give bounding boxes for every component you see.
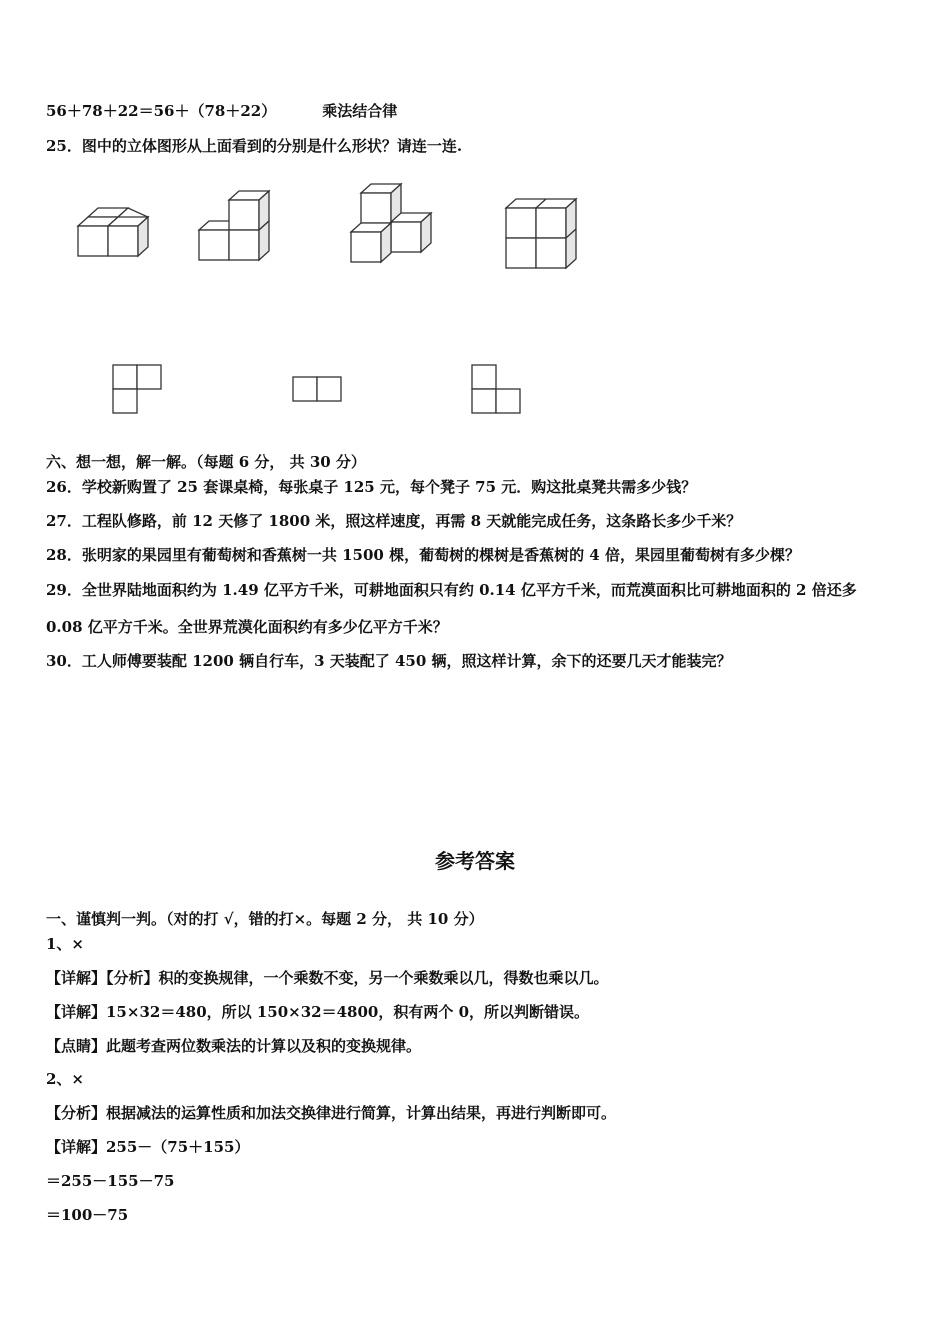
- answer-1-detail-1: 【详解】【分析】积的变换规律，一个乘数不变，另一个乘数乘以几，得数也乘以几。: [46, 969, 609, 987]
- question-29-line-2: 0.08 亿平方千米。全世界荒漠化面积约有多少亿平方千米？: [46, 618, 448, 636]
- question-30: 30．工人师傅要装配 1200 辆自行车，3 天装配了 450 辆，照这样计算，余下的还要几天才能装完？: [46, 652, 732, 670]
- question-28: 28．张明家的果园里有葡萄树和香蕉树一共 1500 棵，葡萄树的棵树是香蕉树的 4 倍，果园里葡萄树有多少棵？: [46, 546, 800, 564]
- equation-text: 56＋78＋22＝56＋（78＋22）: [46, 102, 277, 120]
- answer-2-detail: 【详解】255－（75＋155）: [46, 1138, 250, 1156]
- answer-2-analysis: 【分析】根据减法的运算性质和加法交换律进行简算，计算出结果，再进行判断即可。: [46, 1104, 617, 1122]
- answer-section-1-heading: 一、谨慎判一判。（对的打 √，错的打×。每题 2 分， 共 10 分）: [46, 910, 484, 928]
- answer-2: 2、×: [46, 1070, 85, 1088]
- top-view-option-2[interactable]: [293, 377, 341, 401]
- solid-figure-1: [78, 208, 148, 256]
- top-view-option-1[interactable]: [113, 365, 161, 413]
- question-29-line-1: 29．全世界陆地面积约为 1.49 亿平方千米，可耕地面积只有约 0.14 亿平方千米，而荒漠面积比可耕地面积的 2 倍还多: [46, 581, 857, 599]
- question-25-figures: [0, 0, 950, 440]
- solid-figure-3: [351, 184, 431, 262]
- section-6-heading: 六、想一想，解一解。（每题 6 分， 共 30 分）: [46, 453, 366, 471]
- question-27: 27．工程队修路，前 12 天修了 1800 米，照这样速度，再需 8 天就能完成任务，这条路长多少千米？: [46, 512, 742, 530]
- answer-title: 参考答案: [435, 849, 515, 873]
- question-26: 26．学校新购置了 25 套课桌椅，每张桌子 125 元，每个凳子 75 元．购这批桌凳共需多少钱？: [46, 478, 697, 496]
- solid-figure-2: [199, 191, 269, 260]
- answer-1-detail-2: 【详解】15×32＝480，所以 150×32＝4800，积有两个 0，所以判断错误。: [46, 1003, 590, 1021]
- answer-2-step-1: ＝255－155－75: [46, 1172, 175, 1190]
- answer-2-step-2: ＝100－75: [46, 1206, 129, 1224]
- question-25: 25．图中的立体图形从上面看到的分别是什么形状？请连一连.: [46, 137, 463, 155]
- answer-1: 1、×: [46, 935, 85, 953]
- answer-1-note: 【点睛】此题考查两位数乘法的计算以及积的变换规律。: [46, 1037, 422, 1055]
- top-view-option-3[interactable]: [472, 365, 520, 413]
- law-text: 乘法结合律: [322, 102, 398, 120]
- solid-figure-4: [506, 199, 576, 268]
